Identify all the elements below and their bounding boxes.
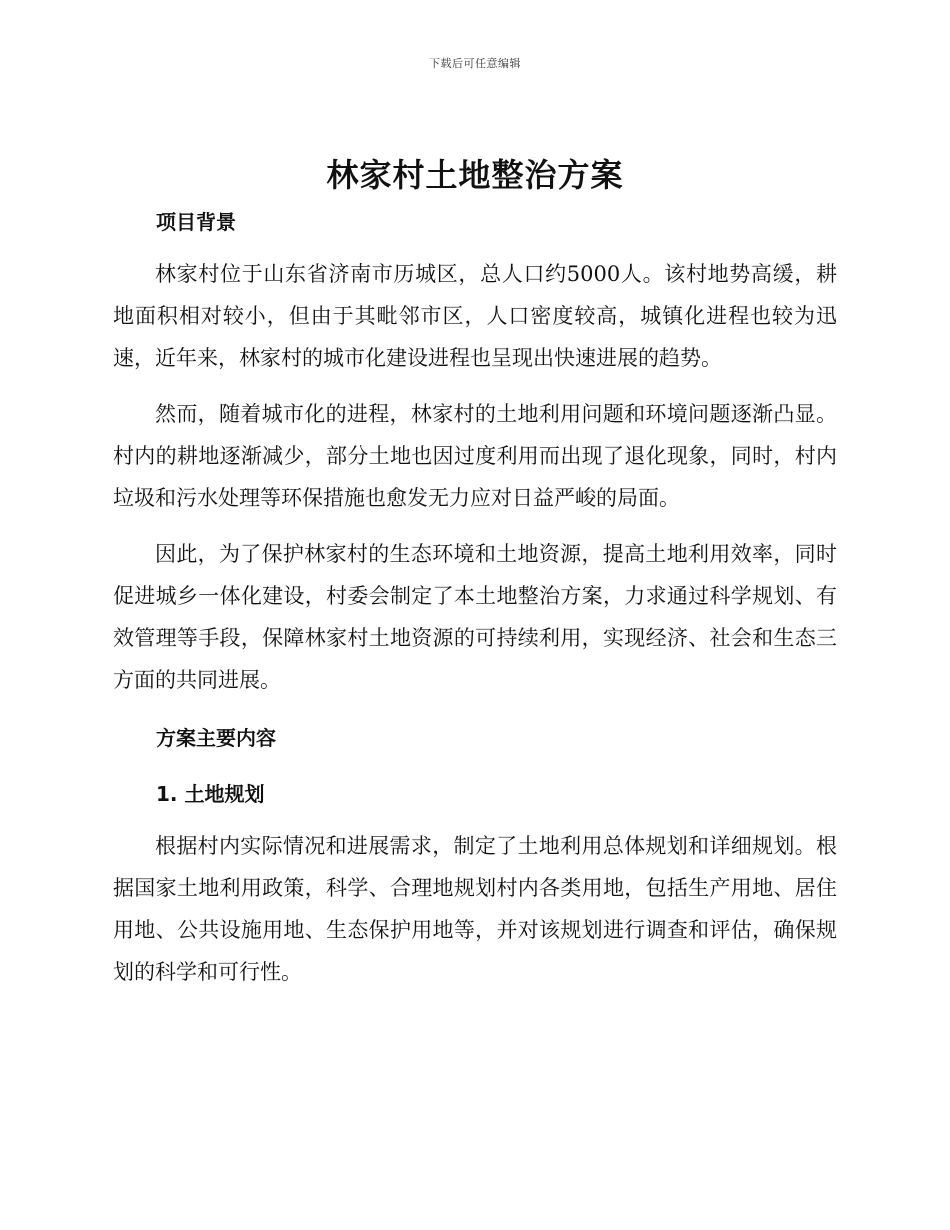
paragraph-background-1: 林家村位于山东省济南市历城区，总人口约5000人。该村地势高缓，耕地面积相对较小，但由于其毗邻市区，人口密度较高，城镇化进程也较为迅速，近年来，林家村的城市化建设进程也呈现出快速进展的趋势。 (113, 262, 837, 370)
paragraph-background-3: 因此，为了保护林家村的生态环境和土地资源，提高土地利用效率，同时促进城乡一体化建设，村委会制定了本土地整治方案，力求通过科学规划、有效管理等手段，保障林家村土地资源的可持续利用，实现经济、社会和生态三方面的共同进展。 (113, 542, 837, 692)
document-title: 林家村土地整治方案 (326, 156, 624, 194)
section-heading-background: 项目背景 (156, 210, 236, 234)
paragraph-background-2: 然而，随着城市化的进程，林家村的土地利用问题和环境问题逐渐凸显。村内的耕地逐渐减少，部分土地也因过度利用而出现了退化现象，同时，村内垃圾和污水处理等环保措施也愈发无力应对日益严峻的局面。 (113, 402, 837, 510)
section-heading-main-content: 方案主要内容 (156, 726, 276, 750)
paragraph-land-planning: 根据村内实际情况和进展需求，制定了土地利用总体规划和详细规划。根据国家土地利用政策，科学、合理地规划村内各类用地，包括生产用地、居住用地、公共设施用地、生态保护用地等，并对该规划进行调查和评估，确保规划的科学和可行性。 (113, 834, 837, 984)
header-note: 下载后可任意编辑 (429, 57, 521, 70)
subheading-land-planning: 1. 土地规划 (156, 782, 265, 806)
